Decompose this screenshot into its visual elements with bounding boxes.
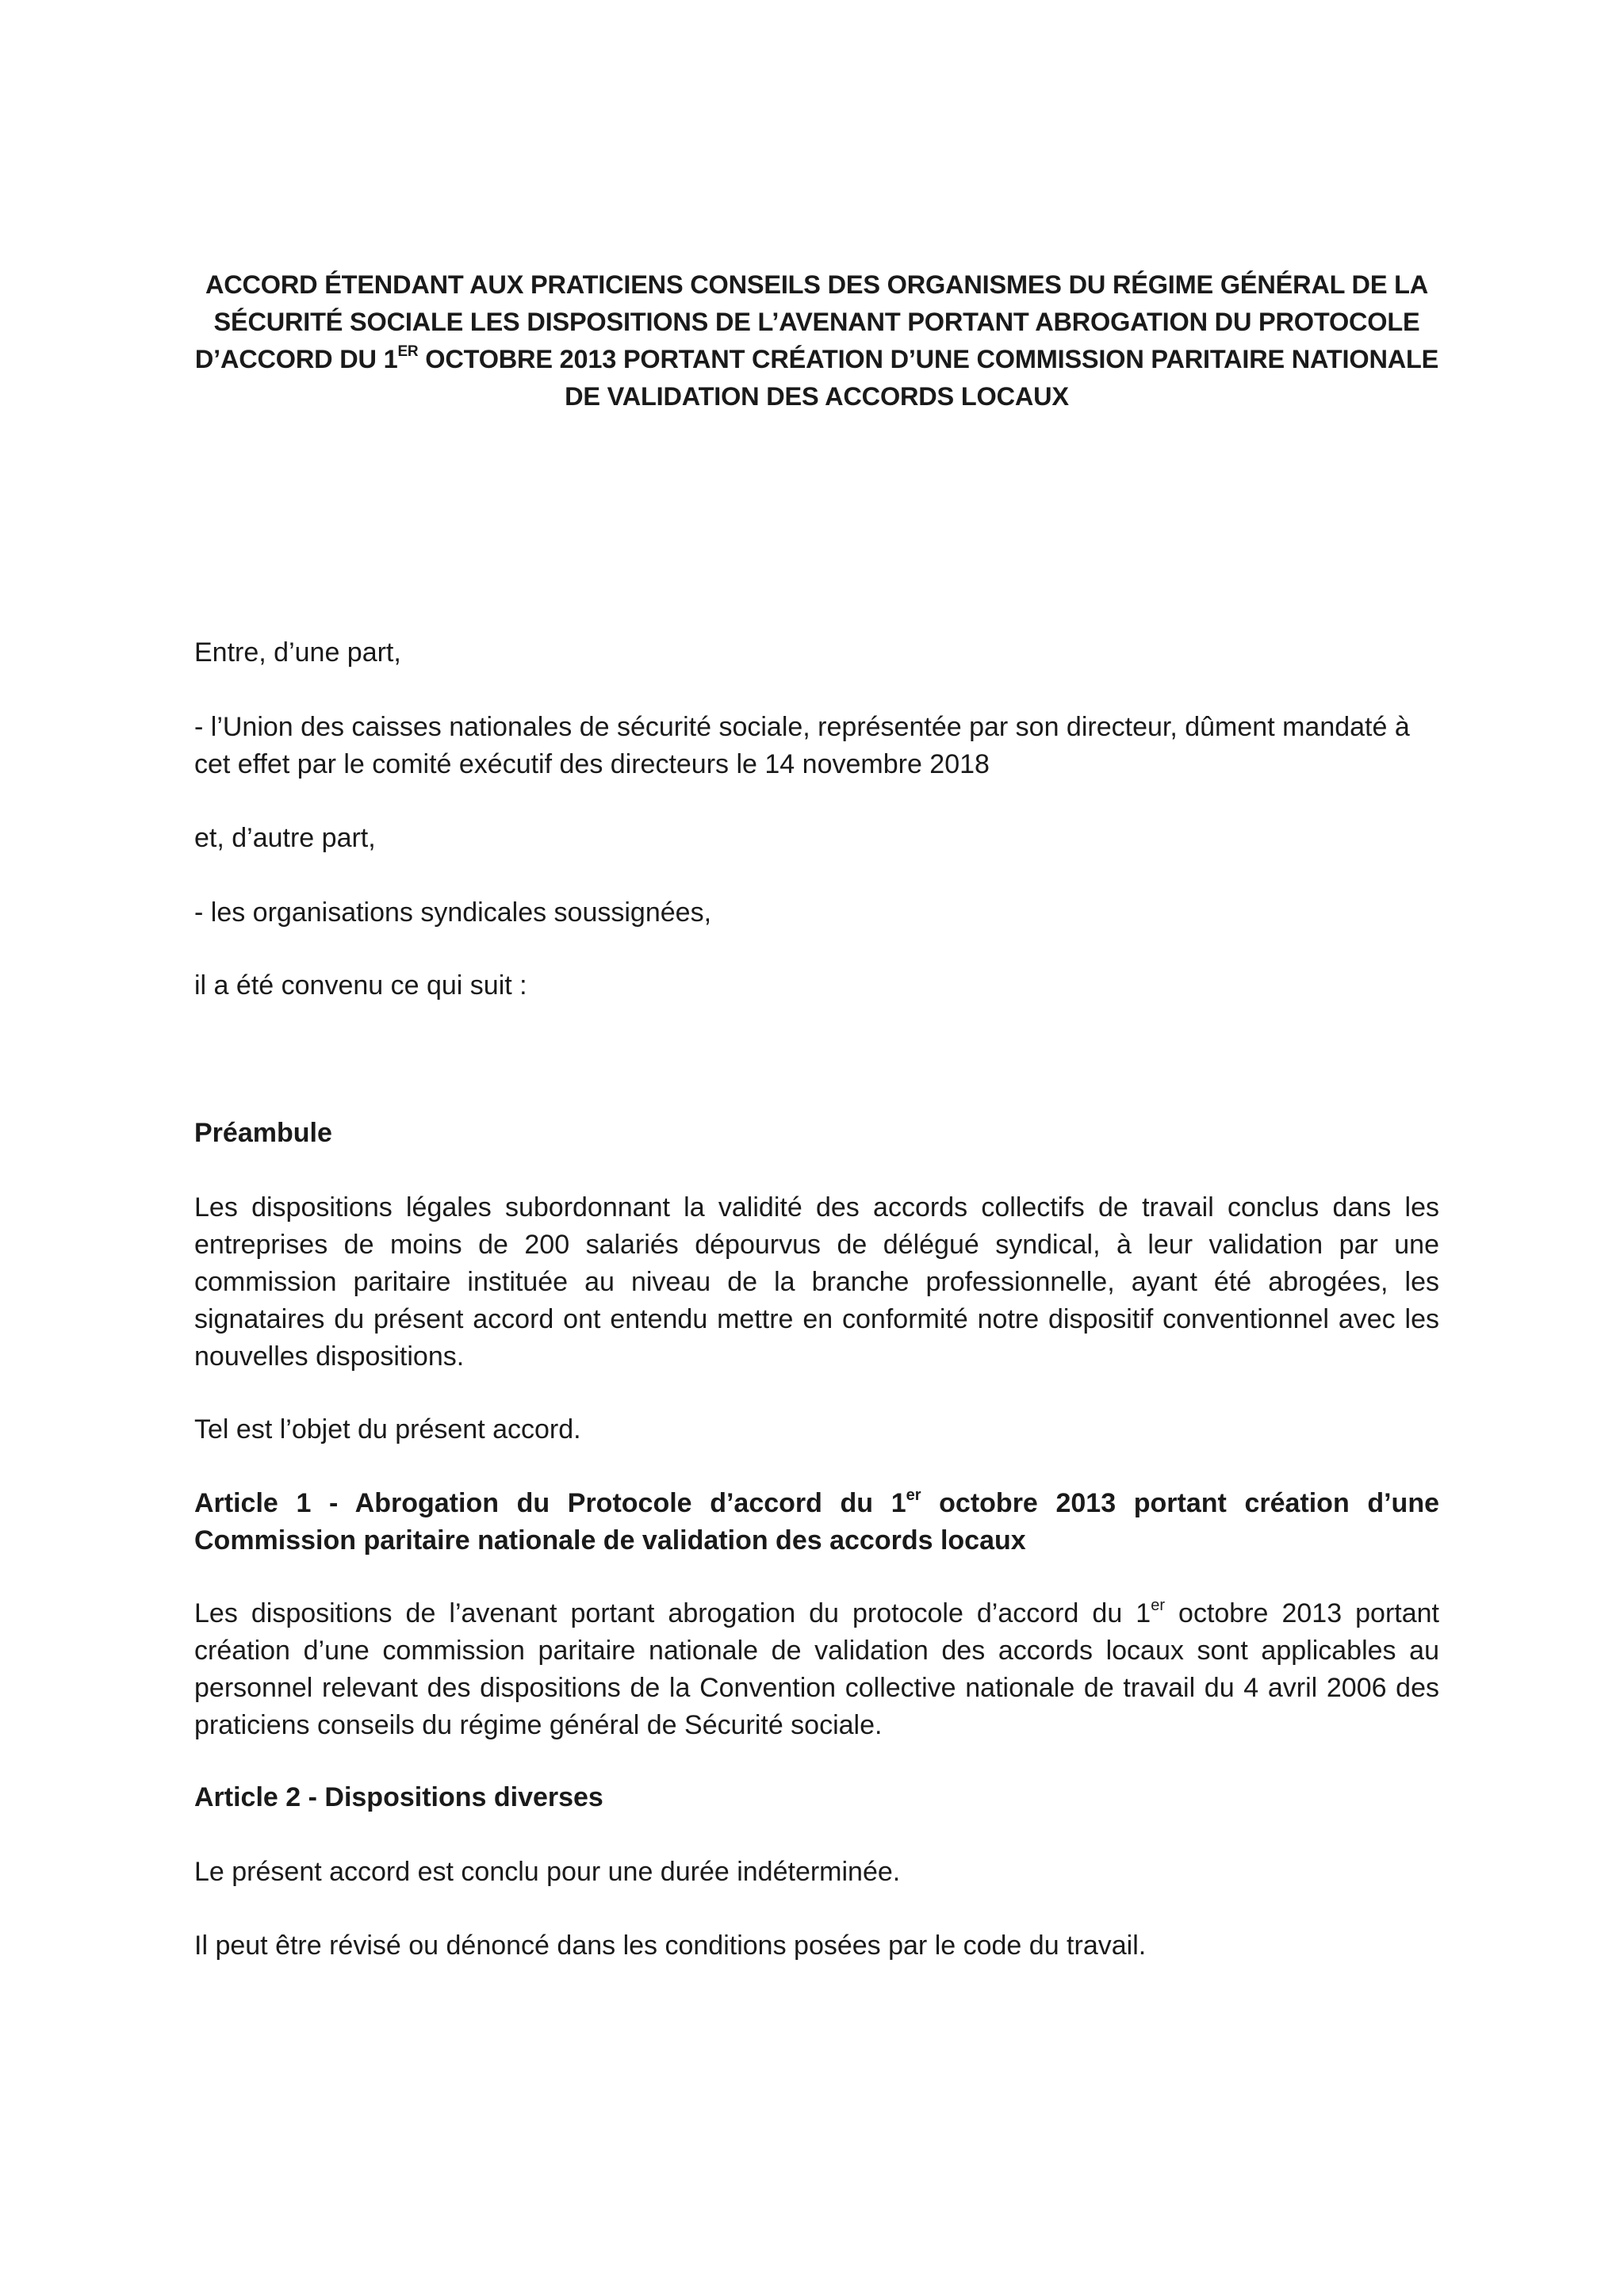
- article1-text-part2: octobre 2013 portant création d’une commission paritaire nationale de validation des accords locaux sont applicables au personnel relevant des dispositions de la Convention collective nationale de travail du 4 avril 2006 des praticiens conseils du régime général de Sécurité sociale.: [194, 1598, 1439, 1740]
- preambule-objet: Tel est l’objet du présent accord.: [194, 1414, 581, 1445]
- title-ordinal-superscript: ER: [397, 343, 419, 360]
- parties-syndicats: - les organisations syndicales soussignées,: [194, 897, 712, 928]
- article1-text-superscript: er: [1151, 1597, 1165, 1614]
- preambule-heading: Préambule: [194, 1118, 332, 1148]
- article1-heading: [194, 1485, 1439, 1559]
- article1-heading-superscript: er: [906, 1487, 921, 1504]
- parties-autre-part: et, d’autre part,: [194, 823, 376, 853]
- title-text-part1: ACCORD ÉTENDANT AUX PRATICIENS CONSEILS DES ORGANISMES DU RÉGIME GÉNÉRAL DE LA SÉCURITÉ SOCIALE LES DISPOSITIONS DE L’AVENANT PORTANT ABROGATION DU PROTOCOLE D’ACCORD DU 1: [194, 270, 1429, 373]
- article1-text: [194, 1595, 1439, 1744]
- preambule-text: Les dispositions légales subordonnant la validité des accords collectifs de travail conclus dans les entreprises de moins de 200 salariés dépourvus de délégué syndical, à leur validation par une commission paritaire instituée au niveau de la branche professionnelle, ayant été abrogées, les signataires du présent accord ont entendu mettre en conformité notre dispositif conventionnel avec les nouvelles dispositions.: [194, 1192, 1439, 1372]
- article1-heading-part1: Article 1 - Abrogation du Protocole d’accord du 1: [194, 1488, 906, 1518]
- article1-heading-part2: octobre 2013 portant création d’une Commission paritaire nationale de validation des accords locaux: [194, 1488, 1440, 1556]
- article2-duree: Le présent accord est conclu pour une durée indéterminée.: [194, 1857, 901, 1887]
- parties-ucanss: - l’Union des caisses nationales de sécurité sociale, représentée par son directeur, dûment mandaté à cet effet par le comité exécutif des directeurs le 14 novembre 2018: [194, 712, 1410, 779]
- article2-heading: Article 2 - Dispositions diverses: [194, 1782, 603, 1812]
- parties-entre: Entre, d’une part,: [194, 637, 401, 668]
- document-title: [194, 266, 1439, 415]
- parties-convenu: il a été convenu ce qui suit :: [194, 970, 527, 1001]
- title-text-part2: OCTOBRE 2013 PORTANT CRÉATION D’UNE COMMISSION PARITAIRE NATIONALE DE VALIDATION DES ACCORDS LOCAUX: [418, 345, 1439, 411]
- article1-text-part1: Les dispositions de l’avenant portant abrogation du protocole d’accord du 1: [194, 1598, 1151, 1628]
- article2-revision: Il peut être révisé ou dénoncé dans les conditions posées par le code du travail.: [194, 1931, 1147, 1961]
